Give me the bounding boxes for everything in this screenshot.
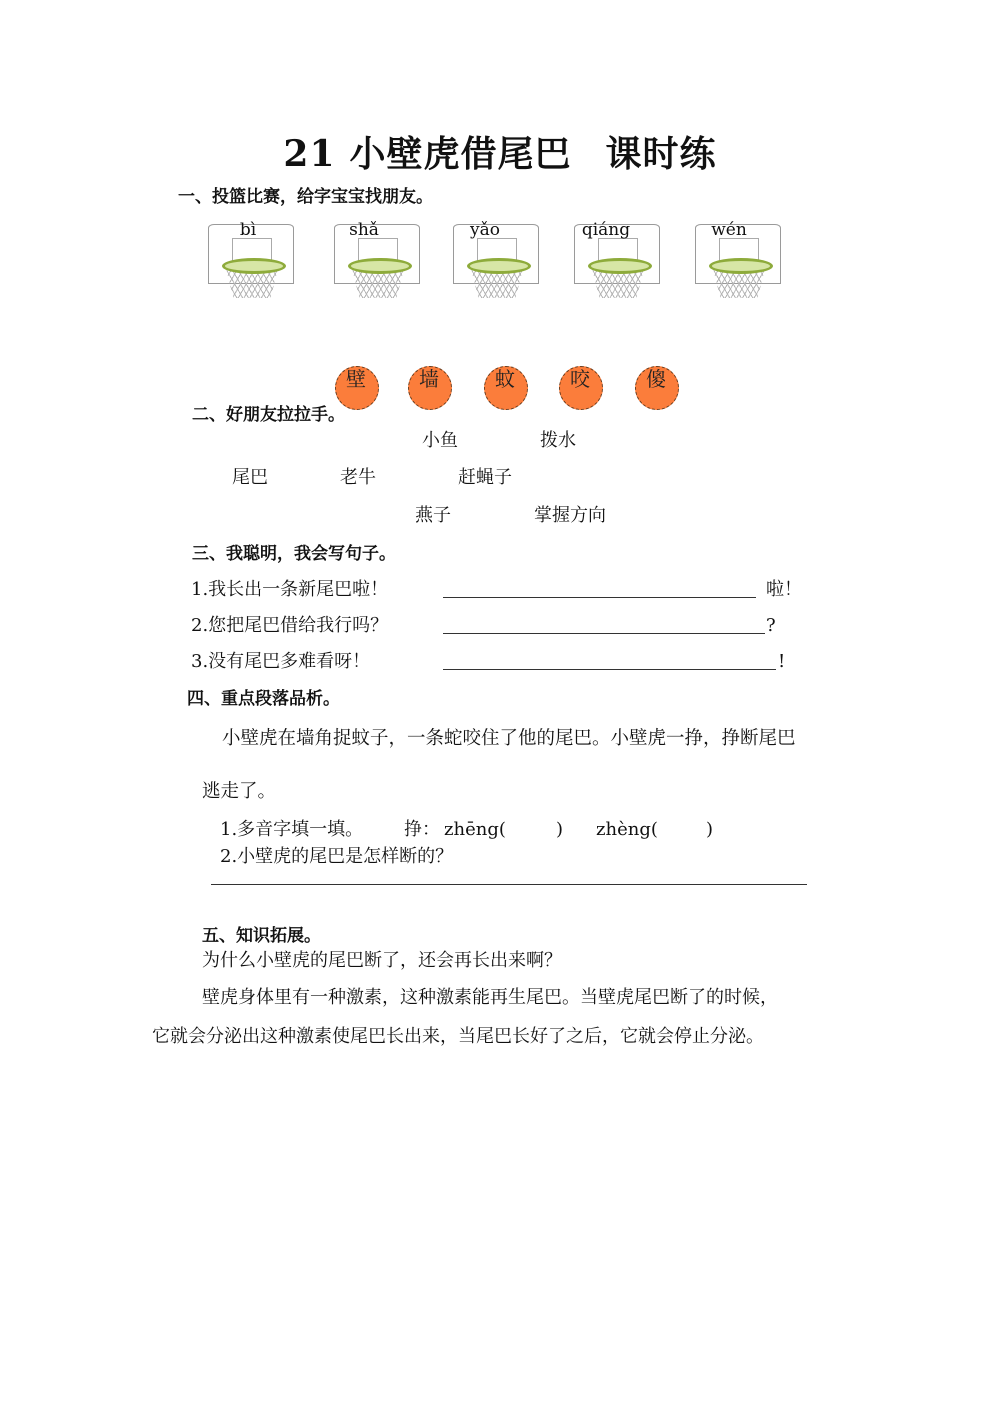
- ball-char: 壁: [346, 367, 366, 391]
- hoop-2: [332, 222, 424, 302]
- answer-line-2[interactable]: [443, 633, 765, 634]
- sentence-prompt-1: 1.我长出一条新尾巴啦！: [191, 579, 389, 600]
- sentence-suffix-2: ?: [766, 615, 776, 636]
- word-weiba[interactable]: 尾巴: [232, 467, 268, 488]
- ball-char: 墙: [419, 367, 439, 391]
- section5-heading: 五、知识拓展。: [202, 926, 321, 946]
- section2-heading: 二、好朋友拉拉手。: [192, 405, 345, 425]
- hoop-pinyin: wén: [711, 220, 747, 240]
- q1-pinyin-2: zhèng(: [596, 819, 658, 840]
- passage-line-2: 逃走了。: [202, 781, 277, 802]
- ball-char: 傻: [646, 367, 666, 391]
- section5-para-line-2: 它就会分泌出这种激素使尾巴长出来，当尾巴长好了之后，它就会停止分泌。: [152, 1026, 764, 1047]
- word-laoniu[interactable]: 老牛: [340, 467, 376, 488]
- rim-icon: [222, 258, 286, 274]
- q1-char: 挣：: [404, 819, 440, 840]
- rim-icon: [348, 258, 412, 274]
- rim-icon: [588, 258, 652, 274]
- q1-close-1[interactable]: ): [556, 819, 564, 840]
- answer-line-1[interactable]: [443, 597, 756, 598]
- q1-pinyin-1: zhēng(: [444, 819, 506, 840]
- rim-icon: [709, 258, 773, 274]
- sentence-suffix-3: !: [778, 651, 786, 672]
- hoop-1: [206, 222, 298, 302]
- hoop-pinyin: qiáng: [581, 220, 631, 240]
- word-yanzi[interactable]: 燕子: [415, 505, 451, 526]
- sentence-prompt-2: 2.您把尾巴借给我行吗？: [191, 615, 389, 636]
- word-ganyingzi[interactable]: 赶蝇子: [458, 467, 512, 488]
- q2-label: 2.小壁虎的尾巴是怎样断的？: [220, 846, 454, 867]
- word-zhangwo[interactable]: 掌握方向: [534, 505, 606, 526]
- ball-char: 咬: [570, 367, 590, 391]
- section5-para-line-1: 壁虎身体里有一种激素，这种激素能再生尾巴。当壁虎尾巴断了的时候，: [202, 987, 778, 1008]
- ball-5[interactable]: [635, 366, 679, 410]
- section5-question: 为什么小壁虎的尾巴断了，还会再长出来啊？: [202, 950, 562, 971]
- hoop-5: [693, 222, 785, 302]
- word-xiaoyu[interactable]: 小鱼: [422, 430, 458, 451]
- hoop-pinyin: yǎo: [470, 220, 500, 240]
- sentence-prompt-3: 3.没有尾巴多难看呀！: [191, 651, 371, 672]
- q1-close-2[interactable]: ): [706, 819, 714, 840]
- hoop-4: [572, 222, 664, 302]
- hoop-pinyin: bì: [239, 220, 257, 240]
- ball-4[interactable]: [559, 366, 603, 410]
- section1-heading: 一、投篮比赛，给字宝宝找朋友。: [178, 187, 433, 207]
- answer-line-3[interactable]: [443, 669, 776, 670]
- ball-char: 蚊: [495, 367, 515, 391]
- rim-icon: [467, 258, 531, 274]
- hoop-3: [451, 222, 543, 302]
- section3-heading: 三、我聪明，我会写句子。: [192, 544, 396, 564]
- hoop-pinyin: shǎ: [349, 220, 379, 240]
- page-title: [0, 132, 1000, 176]
- lesson-subtitle: 课时练: [605, 133, 717, 175]
- ball-2[interactable]: [408, 366, 452, 410]
- lesson-number: 21: [283, 133, 336, 175]
- ball-3[interactable]: [484, 366, 528, 410]
- lesson-name: 小壁虎借尾巴: [349, 133, 572, 175]
- word-boshui[interactable]: 拨水: [540, 430, 576, 451]
- q1-label: 1.多音字填一填。: [220, 819, 364, 840]
- q2-answer-line[interactable]: [211, 884, 807, 885]
- passage-line-1: 小壁虎在墙角捉蚊子，一条蛇咬住了他的尾巴。小壁虎一挣，挣断尾巴: [222, 728, 796, 749]
- section4-heading: 四、重点段落品析。: [187, 689, 340, 709]
- sentence-suffix-1: 啦！: [766, 579, 802, 600]
